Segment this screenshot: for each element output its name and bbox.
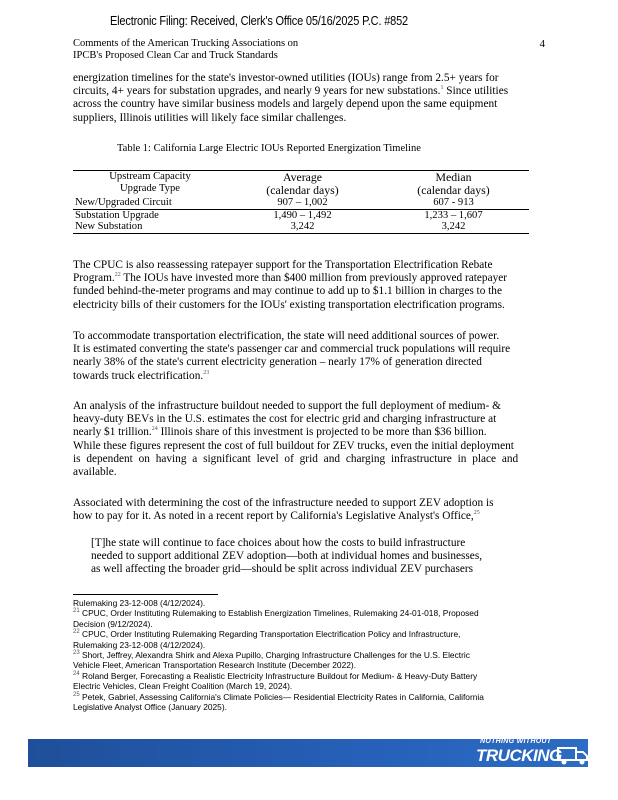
header-line-2: IPCB's Proposed Clean Car and Truck Standards (73, 50, 278, 61)
truck-icon (556, 744, 590, 766)
paragraph-associated: Associated with determining the cost of the infrastructure needed to support ZEV adoption is how to pay for it. As noted in a recent report by California's Legislative Analyst's Office,$^{25}$ (73, 497, 494, 523)
footnote-continuation: Rulemaking 23-12-008 (4/12/2024). (73, 598, 206, 608)
table-row: New/Upgraded Circuit 907 – 1,002 607 - 913 (75, 197, 474, 208)
table-header-row (73, 171, 529, 198)
footnote-21: $^{21}$ CPUC, Order Instituting Rulemaking to Establish Energization Timelines, Rulemaking 24-01-018, Proposed Decision (9/12/2024). (73, 608, 479, 629)
page-number: 4 (539, 38, 545, 50)
intro-line: circuits, 4+ years for substation upgrades, and nearly 9 years for new substations.$^1$ Since utilities (73, 85, 509, 98)
footnote-divider (73, 594, 218, 595)
table-caption: Table 1: California Large Electric IOUs Reported Energization Timeline (117, 143, 421, 154)
trucking-logo (470, 736, 590, 770)
document-header (73, 38, 298, 62)
footnote-ref: 25 (473, 510, 480, 517)
energization-table (73, 170, 529, 234)
intro-line: suppliers, Illinois utilities will likely face similar challenges. (73, 111, 347, 124)
col-header-average: Average (calendar days) (227, 171, 378, 198)
header-line-1: Comments of the American Trucking Associations on (73, 38, 299, 49)
footnote-24: $^{24}$ Roland Berger, Forecasting a Realistic Electricity Infrastructure Buildout for Medium- & Heavy-Duty Battery Electric Vehicles, Clean Freight Coalition (March 19, 2024). (73, 670, 478, 692)
footnote-25: $^{25}$ Petek, Gabriel, Assessing California's Climate Policies— Residential Electricity Rates in California, California Legislative Analyst Office (January 2025). (73, 691, 484, 713)
block-quote: [T]he state will continue to face choices about how the costs to build infrastructure needed to support additional ZEV adoption—both at individual homes and businesses, as well affecting the broader grid—should be split across individual ZEV purchasers (91, 537, 483, 576)
intro-paragraph (73, 72, 529, 125)
intro-line: across the country have similar business models and largely depend upon the same equipment (73, 98, 498, 111)
logo-tagline: NOTHING WITHOUT (480, 738, 552, 745)
paragraph-cpuc: The CPUC is also reassessing ratepayer support for the Transportation Electrification Rebate Program.$^{22}$ The IOUs have invested more than $400 million from previously approved ratepayer funded behind-the-meter programs and may continue to add up to $1.1 billion in charges to the electricity bills of their customers for the IOUs' existing transportation electrification programs. (73, 259, 508, 311)
col-header-median: Median (calendar days) (378, 171, 529, 198)
paragraph-power: To accommodate transportation electrification, the state will need additional sources of power. It is estimated converting the state's passenger car and commercial truck populations will require nearly 38% of the state's current electricity generation – nearly 17% of generation directed towards truck electrification.$^{23}$ (73, 330, 511, 382)
paragraph-analysis: An analysis of the infrastructure buildout needed to support the full deployment of medium- & heavy-duty BEVs in the U.S. estimates the cost for electric grid and charging infrastructure at nearly $1 trillion.$^{24}$ Illinois share of this investment is projected to be more than $36 billion. While these figures represent the cost of full buildout for ZEV trucks, even the initial deployment is dependent on having a significant level of grid and charging infrastructure in place and available. (73, 400, 519, 479)
footnote-22: $^{22}$ CPUC, Order Instituting Rulemaking Regarding Transportation Electrification Policy and Infrastructure, Rulemaking 23-12-008 (4/12/2024). (73, 629, 461, 650)
table-row: New Substation 3,242 3,242 (73, 221, 529, 233)
table-row: Substation Upgrade 1,490 – 1,492 1,233 – 1,607 (73, 209, 529, 221)
logo-wordmark: TRUCKING (476, 746, 562, 765)
footnote-ref: 22 (114, 272, 121, 279)
footnote-ref: 23 (203, 369, 210, 376)
footnote-23: $^{23}$ Short, Jeffrey, Alexandra Shirk and Alexa Pupillo, Charging Infrastructure Challenges for the U.S. Electric Vehicle Fleet, American Transportation Research Institute (December 2022). (73, 650, 470, 671)
intro-line: energization timelines for the state's investor-owned utilities (IOUs) range from 2.5+ years for (73, 72, 499, 84)
footnotes (73, 598, 533, 712)
footnote-ref: 24 (151, 426, 158, 433)
col-header-type: Upstream Capacity Upgrade Type (73, 171, 227, 198)
footnote-ref: 1 (440, 85, 444, 92)
filing-stamp: Electronic Filing: Received, Clerk's Office 05/16/2025 P.C. #852 (110, 14, 408, 28)
